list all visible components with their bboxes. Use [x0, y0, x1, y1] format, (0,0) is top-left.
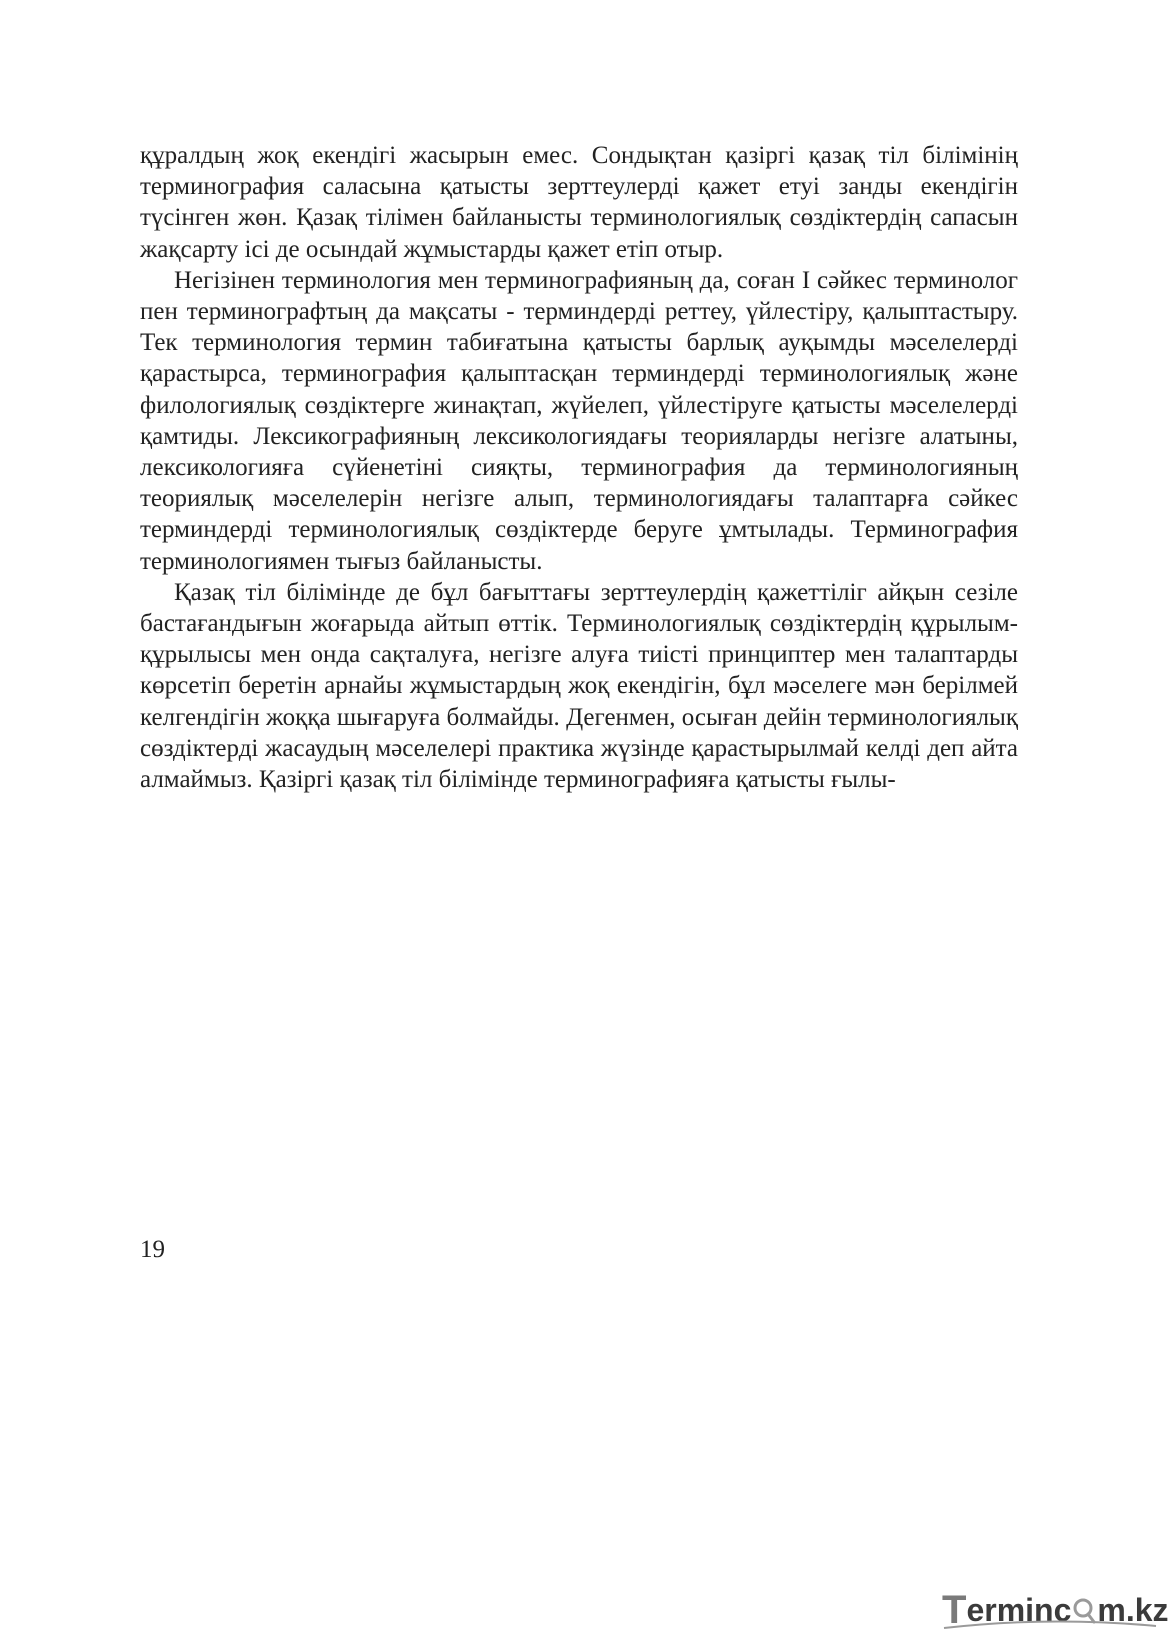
termincom-logo [942, 1587, 1169, 1632]
page-number: 19 [140, 1236, 165, 1263]
logo-letter-t: T [942, 1587, 967, 1632]
logo-swoosh-icon [942, 1618, 1158, 1632]
body-text [140, 140, 1018, 795]
paragraph-2: Негізінен терминология мен терминографияның да, соған I сәйкес терминолог пен терминографтың да мақсаты - терминдерді реттеу, үйлестіру, қалыптастыру. Тек терминология термин табиғатына қатысты барлық ауқымды мәселелерді қарастырса, терминография қалыптасқан терминдерді терминологиялық және филологиялық сөздіктерге жинақтап, жүйелеп, үйлестіруге қатысты мәселелерді қамтиды. Лексикографияның лексикологиядағы теорияларды негізге алатыны, лексикологияға сүйенетіні сияқты, терминография да терминологияның теориялық мәселелерін негізге алып, терминологиядағы талаптарға сәйкес терминдерді терминологиялық сөздіктерде беруге ұмтылады. Терминография терминологиямен тығыз байланысты. [140, 266, 1018, 575]
logo-text-c: c [1053, 1591, 1072, 1628]
logo-text-a: ermin [966, 1591, 1054, 1628]
paragraph-3: Қазақ тіл білімінде де бұл бағыттағы зерттеулердің қажеттіліг айқын сезіле бастағандығын жоғарыда айтып өттік. Терминологиялық сөздіктердің құрылым-құрылысы мен онда сақталуға, негізге алуға тиісті принциптер мен талаптарды көрсетіп беретін арнайы жұмыстардың жоқ екендігін, бұл мәселеге мән берілмей келгендігін жоққа шығаруға болмайды. Дегенмен, осыған дейін терминологиялық сөздіктерді жасаудың мәселелері практика жүзінде қарастырылмай келді деп айта алмаймыз. Қазіргі қазақ тіл білімінде терминографияға қатысты ғылы- [140, 578, 1018, 794]
logo-text-b: m.kz [1097, 1591, 1169, 1628]
paragraph-1: құралдың жоқ екендігі жасырын емес. Сондықтан қазіргі қазақ тіл білімінің терминография саласына қатысты зерттеулерді қажет етуі занды екендігін түсінген жөн. Қазақ тілімен байланысты терминологиялық сөздіктердің сапасын жақсарту ісі де осындай жұмыстарды қажет етіп отыр. [140, 142, 1018, 263]
